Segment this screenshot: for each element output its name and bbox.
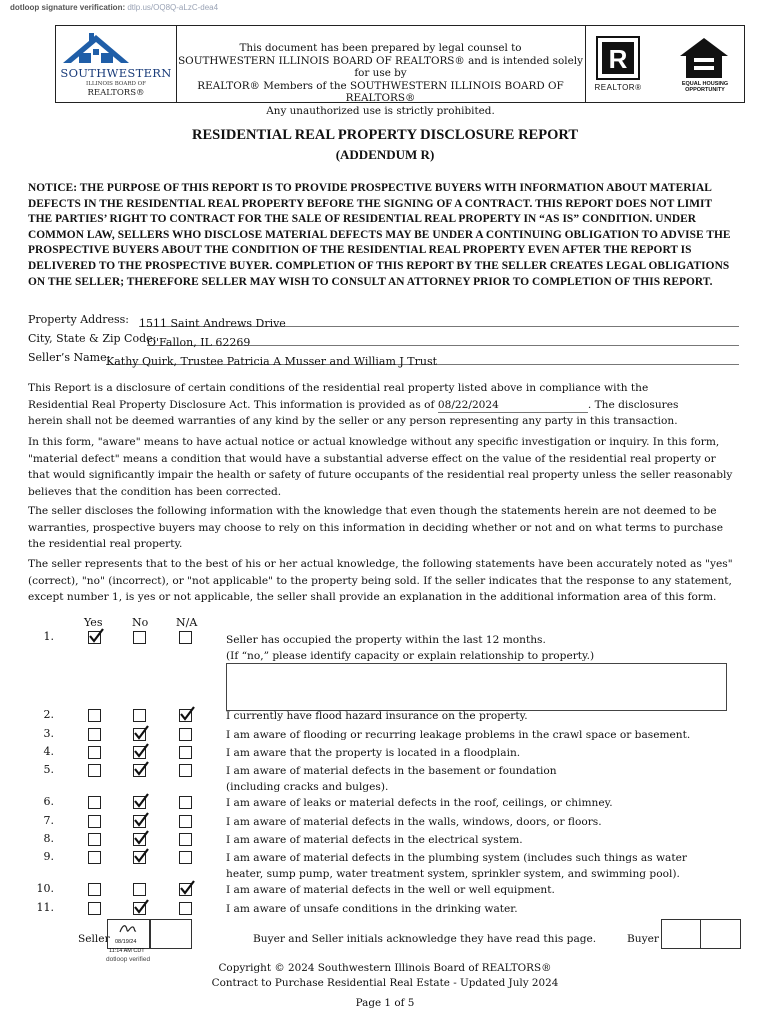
explanation-box[interactable]	[226, 663, 727, 711]
header-box	[55, 25, 745, 117]
column-na: N/A	[176, 616, 198, 629]
logo-sub: ILLINOIS BOARD OF	[86, 81, 146, 87]
legal-notice-line: REALTOR® Members of the SOUTHWESTERN ILLINOIS BOARD OF REALTORS®	[197, 79, 564, 104]
notice-line: COMMON LAW, SELLERS WHO DISCLOSE MATERIAL DEFECTS MAY BE UNDER A CONTINUING OBLIGATION TO ADVISE THE	[28, 228, 731, 241]
question-text: I currently have flood hazard insurance on the property.	[226, 710, 528, 722]
seller-label: Seller’s Name:	[28, 351, 111, 364]
question-text: I am aware that the property is located in a floodplain.	[226, 747, 521, 759]
checkbox-yes[interactable]	[88, 709, 101, 722]
question-number: 1.	[43, 630, 54, 643]
signature-date: 08/19/24	[115, 939, 137, 945]
question-text: Seller has occupied the property within the last 12 months. (If “no,” please identify capacity or explain relationship to property.)	[226, 634, 595, 662]
question-number: 2.	[43, 708, 54, 721]
checkbox-na[interactable]	[179, 764, 192, 777]
verification-label: dotloop signature verification:	[10, 3, 126, 12]
disclosure-paragraph	[28, 380, 740, 430]
checkbox-na[interactable]	[179, 815, 192, 828]
checkbox-na[interactable]	[179, 746, 192, 759]
city-state-zip-field[interactable]: O'Fallon, IL 62269	[147, 331, 739, 346]
buyer-initials-box-1[interactable]	[661, 919, 701, 949]
seller-initials-box-1[interactable]	[107, 919, 150, 949]
contract-line: Contract to Purchase Residential Real Estate - Updated July 2024	[211, 977, 559, 989]
realtor-label: REALTOR®	[594, 83, 642, 92]
para1-line2: Residential Real Property Disclosure Act. This information is provided as of 08/22/2024 . The disclosures	[28, 398, 679, 411]
checkbox-yes[interactable]	[88, 815, 101, 828]
question-number: 5.	[43, 763, 54, 776]
notice-line: THE PARTIES’ RIGHT TO CONTRACT FOR THE SALE OF RESIDENTIAL REAL PROPERTY IN “AS IS” CONDITION. UNDER	[28, 213, 697, 226]
column-yes: Yes	[84, 616, 103, 629]
notice-line: PROSPECTIVE BUYERS ABOUT THE CONDITION OF THE RESIDENTIAL REAL PROPERTY EVEN AFTER THE REPORT IS	[28, 244, 692, 257]
checkbox-yes[interactable]	[88, 851, 101, 864]
question-number: 3.	[43, 727, 54, 740]
checkbox-yes[interactable]	[88, 796, 101, 809]
checkbox-no[interactable]	[133, 709, 146, 722]
checkbox-no[interactable]	[133, 883, 146, 896]
checkbox-na[interactable]	[179, 728, 192, 741]
svg-text:R: R	[608, 44, 628, 74]
question-text: I am aware of material defects in the basement or foundation (including cracks and bulges).	[226, 765, 557, 793]
checkbox-na[interactable]	[179, 902, 192, 915]
checkbox-na[interactable]	[179, 851, 192, 864]
para1-line1: This Report is a disclosure of certain conditions of the residential real property listed above in compliance with the	[28, 382, 649, 394]
checkbox-no[interactable]	[133, 815, 146, 828]
legal-notice-line: Any unauthorized use is strictly prohibited.	[266, 104, 495, 117]
seller-name-field[interactable]: Kathy Quirk, Trustee Patricia A Musser and William J Trust	[106, 350, 739, 365]
page-number: Page 1 of 5	[355, 997, 415, 1009]
realtor-r-icon	[596, 36, 640, 80]
question-number: 9.	[43, 850, 54, 863]
city-row	[28, 332, 156, 345]
checkbox-no[interactable]	[133, 796, 146, 809]
property-address-row	[28, 313, 129, 326]
legal-notice-line: SOUTHWESTERN ILLINOIS BOARD OF REALTORS® and is intended solely for use by	[178, 54, 583, 79]
question-number: 6.	[43, 795, 54, 808]
checkbox-no[interactable]	[133, 851, 146, 864]
checkbox-yes[interactable]	[88, 728, 101, 741]
page-title: RESIDENTIAL REAL PROPERTY DISCLOSURE REPORT	[192, 127, 578, 143]
page-subtitle: (ADDENDUM R)	[335, 147, 435, 162]
column-no: No	[132, 616, 149, 629]
notice-line: ON THE SELLER; THEREFORE SELLER MAY WISH TO CONSULT AN ATTORNEY PRIOR TO COMPLETION OF THIS REPORT.	[28, 275, 713, 288]
checkbox-yes[interactable]	[88, 631, 101, 644]
signature-time: 11:14 AM CDT	[109, 948, 145, 954]
checkbox-yes[interactable]	[88, 833, 101, 846]
seller-initials-box-2[interactable]	[150, 919, 192, 949]
checkbox-yes[interactable]	[88, 883, 101, 896]
checkbox-na[interactable]	[179, 833, 192, 846]
question-number: 4.	[43, 745, 54, 758]
notice-line: NOTICE: THE PURPOSE OF THIS REPORT IS TO PROVIDE PROSPECTIVE BUYERS WITH INFORMATION ABOUT MATERIAL	[28, 182, 712, 194]
dotloop-verification	[10, 3, 218, 12]
brand-logos	[586, 26, 744, 102]
date-field[interactable]: 08/22/2024	[438, 399, 588, 413]
question-text: I am aware of material defects in the well or well equipment.	[226, 884, 555, 896]
question-text: I am aware of material defects in the walls, windows, doors, or floors.	[226, 816, 602, 828]
checkbox-na[interactable]	[179, 631, 192, 644]
checkbox-no[interactable]	[133, 631, 146, 644]
legal-notice	[176, 26, 586, 117]
question-text: I am aware of material defects in the plumbing system (includes such things as water heater, sump pump, water treatment system, sprinkler system, and swimming pool).	[226, 852, 687, 880]
checkbox-no[interactable]	[133, 902, 146, 915]
representation-paragraph: The seller represents that to the best of his or her actual knowledge, the following statements have been accurately noted as "yes" (correct), "no" (incorrect), or "not applicable" to the property being sold. If the seller indicates that the response to any statement, except number 1, is yes or not applicable, the seller shall provide an explanation in the additional information area of this form.	[28, 558, 733, 604]
acknowledgement-text: Buyer and Seller initials acknowledge they have read this page.	[253, 933, 597, 945]
notice-line: DEFECTS IN THE RESIDENTIAL REAL PROPERTY BEFORE THE SIGNING OF A CONTRACT. THIS REPORT DOES NOT LIMIT	[28, 197, 713, 210]
checkbox-na[interactable]	[179, 883, 192, 896]
para1-line3: herein shall not be deemed warranties of any kind by the seller or any person representing any party in this transaction.	[28, 415, 678, 428]
question-number: 11.	[36, 901, 54, 914]
signature-icon	[118, 922, 138, 936]
reliance-paragraph: The seller discloses the following information with the knowledge that even though the statements herein are not deemed to be warranties, prospective buyers may choose to rely on this information in deciding whether or not and on what terms to purchase the residential real property.	[28, 505, 723, 551]
question-text: I am aware of leaks or material defects in the roof, ceilings, or chimney.	[226, 797, 613, 809]
city-label: City, State & Zip Code:	[28, 332, 157, 345]
notice-block	[28, 181, 740, 290]
seller-row	[28, 351, 110, 364]
legal-notice-line: This document has been prepared by legal counsel to	[239, 42, 522, 54]
signature-verified: dotloop verified	[106, 956, 151, 963]
checkbox-na[interactable]	[179, 796, 192, 809]
southwestern-logo	[56, 26, 177, 102]
question-number: 10.	[36, 882, 54, 895]
logo-sub2: REALTORS®	[87, 88, 145, 98]
checkbox-na[interactable]	[179, 709, 192, 722]
verification-link[interactable]: dtlp.us/OQ8Q-aLzC-dea4	[127, 3, 219, 12]
definitions-paragraph: In this form, "aware" means to have actual notice or actual knowledge without any specific investigation or inquiry. In this form, "material defect" means a condition that would have a substantial adverse effect on the value of the residential real property or that would significantly impair the health or safety of future occupants of the residential real property unless the seller reasonably believes that the condition has been corrected.	[28, 436, 733, 498]
property-address-field[interactable]: 1511 Saint Andrews Drive	[139, 312, 739, 327]
copyright-line: Copyright © 2024 Southwestern Illinois Board of REALTORS®	[218, 962, 552, 974]
checkbox-no[interactable]	[133, 764, 146, 777]
checkbox-no[interactable]	[133, 833, 146, 846]
question-text: I am aware of flooding or recurring leakage problems in the crawl space or basement.	[226, 729, 691, 741]
buyer-initials-label: Buyer	[627, 933, 659, 945]
equal-housing-icon	[678, 36, 730, 80]
checkbox-no[interactable]	[133, 728, 146, 741]
house-logo-icon	[61, 31, 131, 65]
question-text: I am aware of unsafe conditions in the drinking water.	[226, 903, 518, 915]
question-number: 7.	[43, 814, 54, 827]
question-text: I am aware of material defects in the electrical system.	[226, 834, 523, 846]
notice-line: DELIVERED TO THE PROSPECTIVE BUYER. COMPLETION OF THIS REPORT BY THE SELLER CREATES LEGAL OBLIGATIONS	[28, 259, 730, 272]
property-address-label: Property Address:	[28, 313, 130, 326]
logo-name: SOUTHWESTERN	[60, 66, 172, 80]
checkbox-yes[interactable]	[88, 746, 101, 759]
eho-label: EQUAL HOUSING OPPORTUNITY	[681, 81, 729, 93]
question-number: 8.	[43, 832, 54, 845]
checkbox-no[interactable]	[133, 746, 146, 759]
seller-initials-label: Seller	[78, 933, 110, 945]
checkbox-yes[interactable]	[88, 764, 101, 777]
buyer-initials-box-2[interactable]	[700, 919, 741, 949]
checkbox-yes[interactable]	[88, 902, 101, 915]
